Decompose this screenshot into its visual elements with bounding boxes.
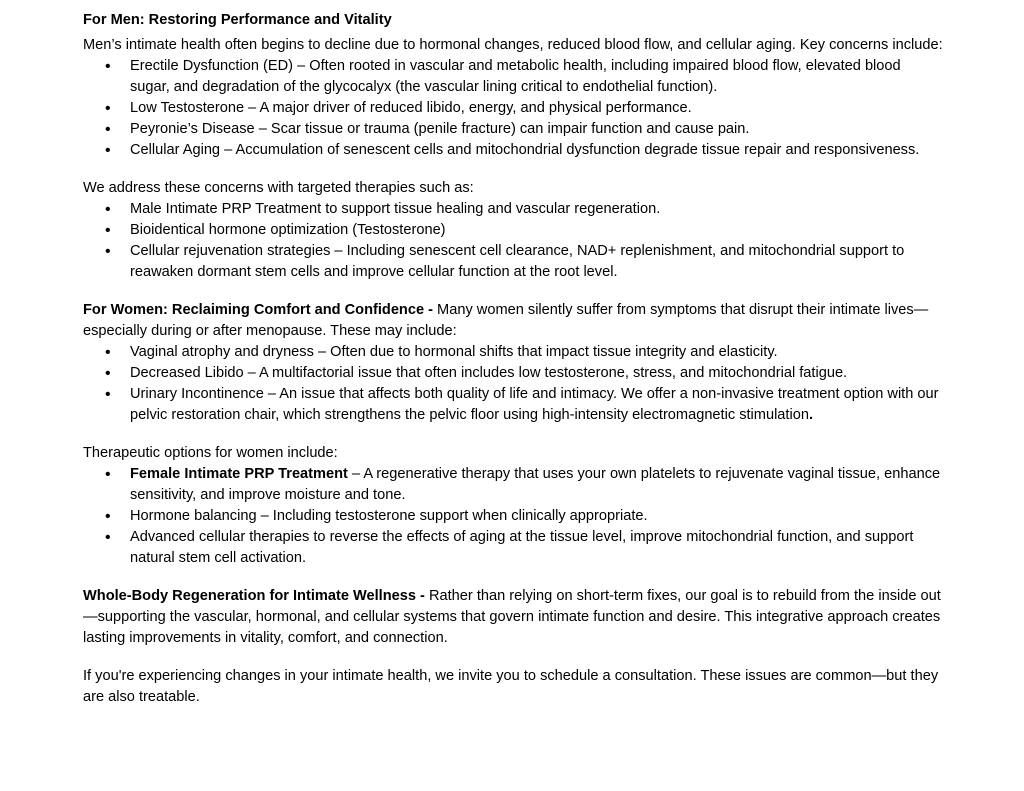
list-item: • Bioidentical hormone optimization (Testosterone) [83, 220, 943, 241]
spacer [83, 649, 943, 666]
men-therapies-intro: We address these concerns with targeted therapies such as: [83, 180, 474, 196]
female-prp-description: – A regenerative therapy that uses your own platelets to rejuvenate vaginal tissue, enhance sensitivity, and improve moisture and tone. [130, 466, 941, 503]
spacer [83, 161, 943, 178]
whole-body-text: Rather than relying on short-term fixes, our goal is to rebuild from the inside out—supporting the vascular, hormonal, and cellular systems that govern intimate function and desire. This integrative approach creates lasting improvements in vitality, comfort, and connection. [83, 588, 941, 646]
men-section-heading: For Men: Restoring Performance and Vitality [83, 12, 392, 28]
women-intro-text: Many women silently suffer from symptoms that disrupt their intimate lives—especially during or after menopause. These may include: [83, 302, 929, 339]
list-item [83, 464, 943, 506]
list-item: • Hormone balancing – Including testosterone support when clinically appropriate. [83, 506, 943, 527]
document-page [83, 10, 943, 708]
spacer [83, 283, 943, 300]
list-item-text: Urinary Incontinence – An issue that affects both quality of life and intimacy. We offer a non-invasive treatment option with our pelvic restoration chair, which strengthens the pelvic floor using high-intensity electromagnetic stimulation [130, 386, 939, 423]
list-item: • Low Testosterone – A major driver of reduced libido, energy, and physical performance. [83, 98, 943, 119]
list-item: • Cellular rejuvenation strategies – Including senescent cell clearance, NAD+ replenishment, and mitochondrial support to reawaken dormant stem cells and improve cellular function at the root level. [83, 241, 943, 283]
spacer [83, 569, 943, 586]
men-concerns-list [83, 56, 943, 161]
women-options-list [83, 464, 943, 569]
whole-body-heading: Whole-Body Regeneration for Intimate Wellness - [83, 588, 425, 604]
men-intro-paragraph: Men’s intimate health often begins to decline due to hormonal changes, reduced blood flow, and cellular aging. Key concerns include: [83, 37, 943, 53]
female-prp-label: Female Intimate PRP Treatment [130, 466, 348, 482]
women-section-heading: For Women: Reclaiming Comfort and Confidence - [83, 302, 433, 318]
list-item: • Cellular Aging – Accumulation of senescent cells and mitochondrial dysfunction degrade tissue repair and responsiveness. [83, 140, 943, 161]
list-item [83, 384, 943, 426]
list-item: • Erectile Dysfunction (ED) – Often rooted in vascular and metabolic health, including impaired blood flow, elevated blood sugar, and degradation of the glycocalyx (the vascular lining critical to endothelial function). [83, 56, 943, 98]
men-therapies-list [83, 199, 943, 283]
list-item: • Peyronie’s Disease – Scar tissue or trauma (penile fracture) can impair function and cause pain. [83, 119, 943, 140]
women-intro-paragraph [83, 300, 943, 342]
whole-body-paragraph [83, 586, 943, 649]
list-item-period: . [808, 407, 814, 423]
women-concerns-list [83, 342, 943, 426]
closing-paragraph: If you're experiencing changes in your intimate health, we invite you to schedule a consultation. These issues are common—but they are also treatable. [83, 668, 939, 705]
list-item: • Decreased Libido – A multifactorial issue that often includes low testosterone, stress, and mitochondrial fatigue. [83, 363, 943, 384]
list-item: • Advanced cellular therapies to reverse the effects of aging at the tissue level, improve mitochondrial function, and support natural stem cell activation. [83, 527, 943, 569]
list-item: • Vaginal atrophy and dryness – Often due to hormonal shifts that impact tissue integrity and elasticity. [83, 342, 943, 363]
women-options-intro: Therapeutic options for women include: [83, 445, 338, 461]
list-item: • Male Intimate PRP Treatment to support tissue healing and vascular regeneration. [83, 199, 943, 220]
spacer [83, 426, 943, 443]
